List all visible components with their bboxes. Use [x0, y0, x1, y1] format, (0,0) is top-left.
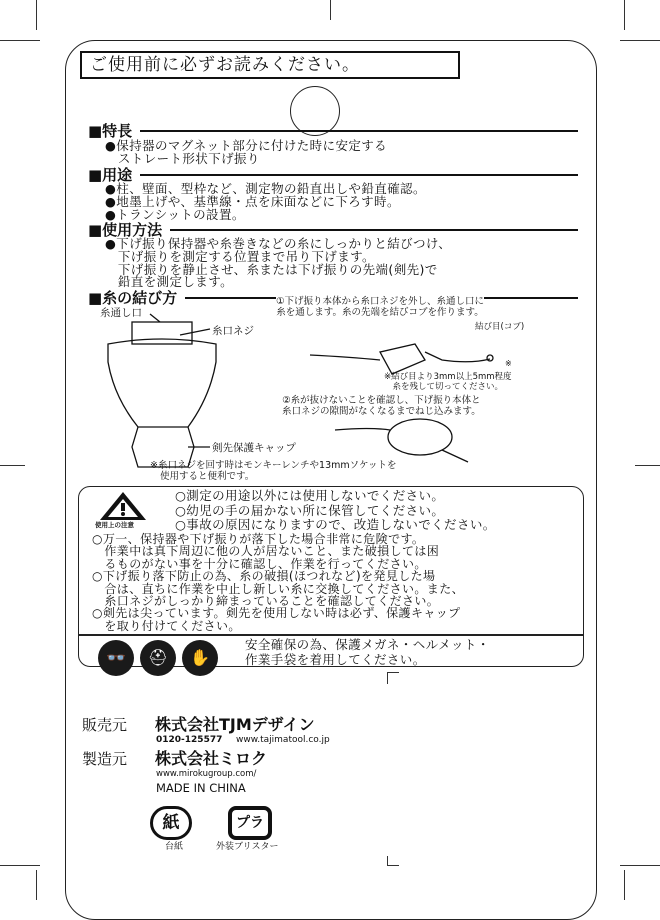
- crop-mark: [635, 465, 660, 466]
- crop-mark: [387, 865, 399, 866]
- list-item: 鉛直を測定します。: [105, 274, 234, 290]
- seller-label: 販売元: [82, 716, 128, 734]
- ppe-line: 安全確保の為、保護メガネ・ヘルメット・: [245, 637, 490, 652]
- section-heading: ■用途: [88, 166, 133, 184]
- caution-item: ○幼児の手の届かない所に保管してください。: [175, 502, 445, 518]
- list-item: 下げ振りを測定する位置まで吊り下げます。: [105, 248, 375, 264]
- crop-mark: [387, 672, 399, 673]
- caution-item: 糸口ネジがしっかり締まっていることを確認してください。: [92, 594, 440, 609]
- recycle-label: 台紙: [165, 842, 184, 852]
- crop-mark: [620, 865, 660, 866]
- caution-item: ○事故の原因になりますので、改造しないでください。: [175, 517, 496, 532]
- caution-item: るものがない事を十分に確認し、作業を行ってください。: [92, 556, 427, 571]
- note-line: 糸を残して切ってください。: [392, 382, 504, 392]
- length-mark: ※: [505, 359, 512, 368]
- crop-mark: [624, 870, 625, 900]
- caution-item: ○剣先は尖っています。剣先を使用しない時は必ず、保護キャップ: [92, 606, 461, 621]
- knot-note: [384, 372, 512, 392]
- caution-item: ○万一、保持器や下げ振りが落下した場合非常に危険です。: [92, 532, 425, 546]
- safety-glasses-icon: 👓: [98, 640, 134, 676]
- caution-item: 作業中は真下周辺に他の人が居ないこと、また破損しては困: [92, 544, 440, 559]
- step-2-line: 糸口ネジの隙間がなくなるまでねじ込みます。: [282, 406, 481, 417]
- howto-list: [105, 238, 451, 289]
- caution-badge: 使用上の注意: [95, 521, 134, 529]
- caution-list: [92, 533, 464, 632]
- label-thread-screw: 糸口ネジ: [212, 325, 254, 337]
- caution-item: ○測定の用途以外には使用しないでください。: [175, 488, 445, 503]
- step-1-line: ①下げ振り本体から糸口ネジを外し、糸通し口に: [276, 296, 485, 307]
- crop-mark: [0, 40, 40, 41]
- origin: MADE IN CHINA: [156, 781, 246, 795]
- section-heading: ■使用方法: [88, 221, 163, 239]
- seller-url: www.tajimatool.co.jp: [236, 735, 330, 745]
- features-list: [105, 140, 387, 166]
- note-line: ※糸口ネジを回す時はモンキーレンチや13mmソケットを: [150, 460, 397, 471]
- list-item: 下げ振りを静止させ、糸または下げ振りの先端(剣先)で: [105, 261, 438, 277]
- crop-mark: [36, 870, 37, 900]
- section-heading: ■特長: [88, 122, 133, 140]
- caution-item: を取り付けてください。: [92, 618, 241, 633]
- section-features: [88, 123, 578, 139]
- label-thread-hole: 糸通し口: [100, 307, 142, 319]
- ppe-icons: [98, 640, 218, 676]
- list-item: ストレート形状下げ振り: [105, 150, 260, 166]
- step-1-line: 糸を通します。糸の先端を結びコブを作ります。: [276, 307, 484, 318]
- list-item: ●地墨上げや、基準線・点を床面などに下ろす時。: [105, 193, 400, 209]
- step-2-line: ②糸が抜けないことを確認し、下げ振り本体と: [282, 395, 481, 406]
- list-item: ●保持器のマグネット部分に付けた時に安定する: [105, 138, 388, 153]
- knot-label: 結び目(コブ): [475, 322, 525, 332]
- gloves-icon: ✋: [182, 640, 218, 676]
- helmet-icon: ⛑: [140, 640, 176, 676]
- step-1: [276, 296, 484, 318]
- note-line: ※結び目より3mm以上5mm程度: [384, 372, 512, 382]
- paper-recycle-icon: 紙: [150, 806, 192, 840]
- wrench-note: [150, 461, 397, 482]
- crop-mark: [620, 40, 660, 41]
- caution-item: 合は、直ちに作業を中止し新しい糸に交換してください。また、: [92, 581, 465, 596]
- uses-list: [105, 183, 426, 221]
- ppe-line: 作業手袋を着用してください。: [245, 651, 426, 667]
- section-heading: ■糸の結び方: [88, 289, 178, 307]
- list-item: ●トランシットの設置。: [105, 206, 245, 222]
- ppe-text: [245, 638, 490, 667]
- page-title: ご使用前に必ずお読みください。: [80, 51, 460, 79]
- list-item: ●柱、壁面、型枠など、測定物の鉛直出しや鉛直確認。: [105, 181, 426, 196]
- crop-mark: [624, 0, 625, 30]
- seller-name: 株式会社TJMデザイン: [155, 715, 315, 734]
- plastic-recycle-icon: プラ: [228, 806, 272, 840]
- caution-item: ○下げ振り落下防止の為、糸の破損(ほつれなど)を発見した場: [92, 569, 436, 584]
- crop-mark: [36, 0, 37, 30]
- list-item: ●下げ振り保持器や糸巻きなどの糸にしっかりと結びつけ、: [105, 236, 452, 251]
- maker-label: 製造元: [82, 750, 128, 768]
- crop-mark: [387, 672, 388, 684]
- step-2: [282, 395, 481, 417]
- maker-url: www.mirokugroup.com/: [156, 769, 257, 779]
- divider: [78, 634, 584, 636]
- caution-list-top: [175, 489, 496, 533]
- label-tip-cap: 剣先保護キャップ: [212, 442, 296, 454]
- recycle-label: 外装ブリスター: [216, 842, 279, 852]
- crop-mark: [0, 465, 25, 466]
- seller-phone: 0120-125577: [156, 735, 223, 745]
- crop-mark: [0, 865, 40, 866]
- note-line: 使用すると便利です。: [160, 470, 255, 482]
- maker-name: 株式会社ミロク: [155, 749, 268, 768]
- crop-mark: [330, 0, 331, 20]
- warning-triangle-icon: [98, 490, 148, 522]
